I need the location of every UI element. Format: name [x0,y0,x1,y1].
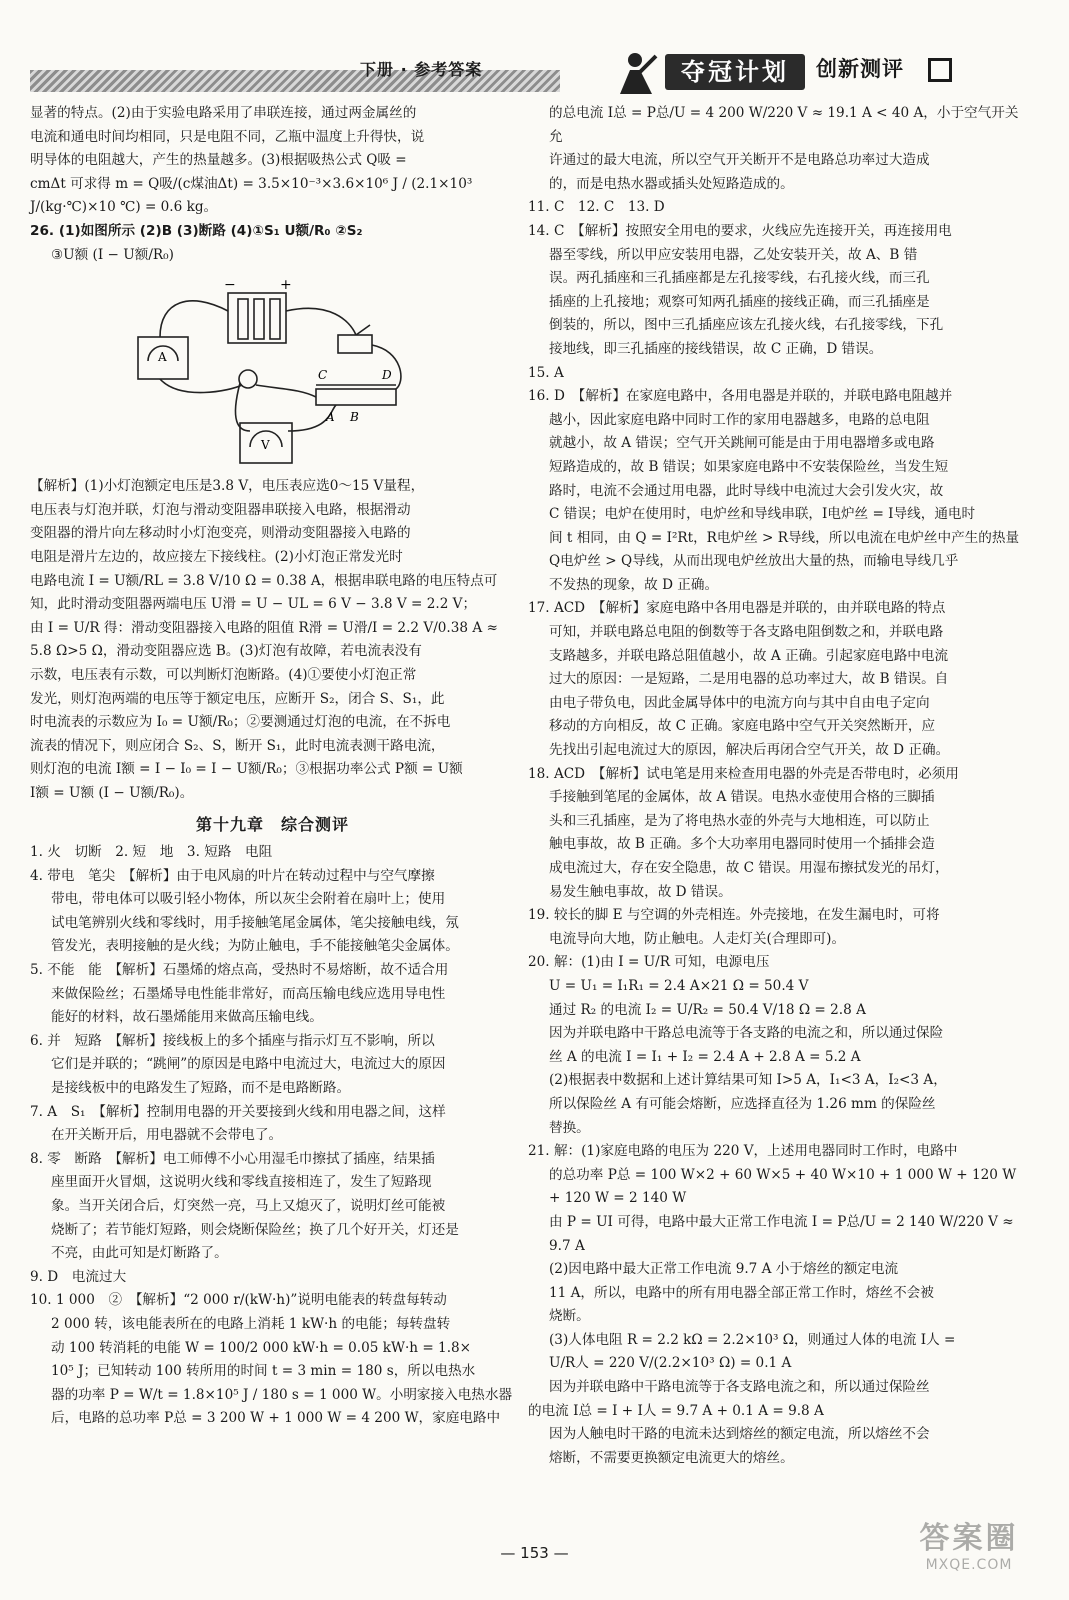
page-number: — 153 — [500,1544,569,1562]
text-line: 就越小，故 A 错误；空气开关跳闸可能是由于用电器增多或电路 [549,435,935,452]
text-line: 由 I = U/R 得：滑动变阻器接入电路的阻值 R滑 = U滑/I = 2.2 V/0.38 A ≈ [30,619,498,636]
text-line: 易发生触电事故，故 D 错误。 [549,883,732,900]
text-line: 器至零线，所以甲应安装用电器，乙处安装开关，故 A、B 错 [549,246,918,263]
text-line: 越小，因此家庭电路中同时工作的家用电器越多，电路的总电阻 [549,411,930,428]
text-line: 是接线板中的电路发生了短路，而不是电路断路。 [51,1080,351,1096]
text-line: 流表的情况下，则应闭合 S₂、S，断开 S₁，此时电流表测干路电流， [30,737,445,754]
text-line: 因为人触电时干路的电流未达到熔丝的额定电流，所以熔丝不会 [549,1426,930,1443]
voltmeter-label: V [261,438,270,453]
text-line: U = U₁ = I₁R₁ = 2.4 A×21 Ω = 50.4 V [549,977,809,994]
text-line: 象。当开关闭合后，灯突然一亮，马上又熄灭了，说明灯丝可能被 [51,1197,446,1214]
text-line: 电路电流 I = U额/RL = 3.8 V/10 Ω = 0.38 A，根据串联电路的电压特点可 [30,572,498,589]
text-line: 的总电流 I总 = P总/U = 4 200 W/220 V ≈ 19.1 A < 40 A，小于空气开关允 [549,105,1019,145]
text-line: 不亮，由此可知是灯断路了。 [51,1245,228,1262]
text-line: 则灯泡的电流 I额 = I − I₀ = I − U额/R₀；③根据功率公式 P额 = U额 [30,761,463,778]
text-line: 因为并联电路中干路总电流等于各支路的电流之和，所以通过保险 [549,1025,944,1042]
text-line: U/R人 = 220 V/(2.2×10³ Ω) = 0.1 A [549,1355,792,1372]
watermark-url: MXQE.COM [925,1557,1013,1573]
text-line: 6. 并 短路 【解析】接线板上的多个插座与指示灯互不影响，所以 [30,1032,435,1049]
text-line: 动 100 转消耗的电能 W = 100/2 000 kW·h = 0.05 kW·h = 1.8× [51,1339,472,1356]
text-line: 15. A [528,364,564,381]
text-line: (2)因电路中最大正常工作电流 9.7 A 小于熔丝的额定电流 [549,1261,899,1278]
text-line: 时电流表的示数应为 I₀ = U额/R₀；②要测通过灯泡的电流，在不拆电 [30,714,451,731]
text-line: 示数，电压表有示数，可以判断灯泡断路。(4)①要使小灯泡正常 [30,666,417,683]
text-line: 9.7 A [549,1237,585,1254]
text-line: 5.8 Ω>5 Ω，滑动变阻器应选 B。(3)灯泡有故障，若电流表没有 [30,643,422,660]
brand-mark-icon [928,58,952,82]
text-line: 丝 A 的电流 I = I₁ + I₂ = 2.4 A + 2.8 A = 5.2 A [549,1048,861,1065]
text-line: 能好的材料，故石墨烯能用来做高压输电线。 [51,1009,323,1026]
text-line: 2 000 转，该电能表所在的电路上消耗 1 kW·h 的电能；每转盘转 [51,1315,451,1332]
text-line: 倒装的，所以，图中三孔插座应该左孔接火线，右孔接零线，下孔 [549,317,944,334]
watermark-logo [889,1522,1049,1580]
text-line: 14. C 【解析】按照安全用电的要求，火线应先连接开关，再连接用电 [528,222,952,239]
text-line: 带电，带电体可以吸引轻小物体，所以灰尘会附着在扇叶上；使用 [51,891,446,908]
brand-logo: 夺冠计划 [665,54,805,90]
text-line: 座里面开火冒烟，这说明火线和零线直接相连了，发生了短路现 [51,1174,432,1191]
text-line: 的，而是电热水器或插头处短路造成的。 [549,175,794,192]
text-line: 电流和通电时间均相同，只是电阻不同，乙瓶中温度上升得快，说 [30,128,425,145]
text-line: 误。两孔插座和三孔插座都是左孔接零线，右孔接火线，而三孔 [549,270,930,287]
battery-pack [228,293,286,343]
text-line: 17. ACD 【解析】家庭电路中各用电器是并联的，由并联电路的特点 [528,600,946,617]
text-line: 显著的特点。(2)由于实验电路采用了串联连接，通过两金属丝的 [30,105,417,121]
ammeter-label: A [158,350,167,365]
label-c: C [318,368,328,383]
text-line: 过大的原因：一是短路，二是用电器的总功率过大，故 B 错误。自 [549,671,949,688]
text-line: 后，电路的总功率 P总 = 3 200 W + 1 000 W = 4 200 W，家庭电路中 [51,1410,501,1427]
text-line: 手接触到笔尾的金属体，故 A 错误。电热水壶使用合格的三脚插 [549,789,935,806]
battery-positive-label: + [280,277,292,294]
text-line: 支路越多，并联电路总阻值越小，故 A 正确。引起家庭电路中电流 [549,647,949,664]
answer-26: 26. (1)如图所示 (2)B (3)断路 (4)①S₁ U额/R₀ ②S₂ [30,222,363,239]
brand-subtitle: 创新测评 [816,57,904,81]
text-line: (2)根据表中数据和上述计算结果可知 I>5 A，I₁<3 A，I₂<3 A， [549,1072,947,1089]
text-line: 7. A S₁ 【解析】控制用电器的开关要接到火线和用电器之间，这样 [30,1103,446,1120]
switch [338,335,372,353]
text-line: 电压表与灯泡并联，灯泡与滑动变阻器串联接入电路，根据滑动 [30,501,411,518]
text-line: 插座的上孔接地；观察可知两孔插座的接线正确，而三孔插座是 [549,293,930,310]
text-line: 10. 1 000 ② 【解析】“2 000 r/(kW·h)”说明电能表的转盘每转动 [30,1292,447,1309]
text-line: 路时，电流不会通过用电器，此时导线中电流过大会引发火灾，故 [549,482,944,499]
text-line: 因为并联电路中干路电流等于各支路电流之和，所以通过保险丝 [549,1379,930,1396]
text-line: 【解析】(1)小灯泡额定电压是3.8 V，电压表应选0～15 V量程， [30,478,425,495]
text-line: 接地线，即三孔插座的接线错误，故 C 正确，D 错误。 [549,340,883,357]
text-line: 变阻器的滑片向左移动时小灯泡变亮，则滑动变阻器接入电路的 [30,525,411,542]
text-line: 发光，则灯泡两端的电压等于额定电压，应断开 S₂，闭合 S、S₁，此 [30,690,445,707]
text-line: 烧断了；若节能灯短路，则会烧断保险丝；换了几个好开关，灯还是 [51,1221,459,1238]
text-line: 烧断。 [549,1308,590,1325]
text-line: 20. 解：(1)由 I = U/R 可知，电源电压 [528,954,770,971]
text-line: 替换。 [549,1119,590,1136]
text-line: 来做保险丝；石墨烯导电性能非常好，而高压输电线应选用导电性 [51,985,446,1002]
text-line: 可知，并联电路总电阻的倒数等于各支路电阻倒数之和，并联电路 [549,624,944,641]
text-line: 18. ACD 【解析】试电笔是用来检查用电器的外壳是否带电时，必须用 [528,765,959,782]
text-line: 移动的方向相反，故 C 正确。家庭电路中空气开关突然断开，应 [549,718,936,735]
text-line: 成电流过大，存在安全隐患，故 C 错误。用湿布擦拭发光的吊灯， [549,860,949,876]
text-line: 试电笔辨别火线和零线时，用手接触笔尾金属体，笔尖接触电线，氖 [51,914,459,931]
section-title: 下册 · 参考答案 [360,60,483,79]
text-line: 熔断，不需要更换额定电流更大的熔丝。 [549,1449,794,1466]
label-d: D [382,368,392,383]
text-line: 器的功率 P = W/t = 1.8×10⁵ J / 180 s = 1 000 W。小明家接入电热水器 [51,1386,513,1403]
text-line: 明导体的电阻越大，产生的热量越多。(3)根据吸热公式 Q吸 = [30,152,407,169]
text-line: 21. 解：(1)家庭电路的电压为 220 V，上述用电器同时工作时，电路中 [528,1143,958,1160]
chapter-title: 第十九章 综合测评 [195,815,349,835]
text-line: 触电事故，故 B 正确。多个大功率用电器同时使用一个插排会造 [549,836,935,853]
text-line: 许通过的最大电流，所以空气开关断开不是电路总功率过大造成 [549,152,930,169]
right-column [528,102,1026,1470]
text-line: 电阻是滑片左边的，故应接左下接线柱。(2)小灯泡正常发光时 [30,548,403,565]
text-line: 16. D 【解析】在家庭电路中，各用电器是并联的，并联电路电阻越并 [528,388,953,405]
text-line: 8. 零 断路 【解析】电工师傅不小心用湿毛巾擦拭了插座，结果插 [30,1150,435,1167]
label-b: B [350,410,359,425]
text-line: 4. 带电 笔尖 【解析】由于电风扇的叶片在转动过程中与空气摩擦 [30,867,435,884]
text-line: 间 t 相同，由 Q = I²Rt，R电炉丝 > R导线，所以电流在电炉丝中产生的热量 [549,529,1020,546]
text-line: 头和三孔插座，是为了将电热水壶的外壳与大地相连，可以防止 [549,812,930,829]
rheostat [316,389,396,405]
left-column [30,102,515,1431]
text-line: 5. 不能 能 【解析】石墨烯的熔点高，受热时不易熔断，故不适合用 [30,962,449,979]
text-line: Q电炉丝 > Q导线，从而出现电炉丝放出大量的热，而输电导线几乎 [549,553,959,570]
text-line: 电流导向大地，防止触电。人走灯关(合理即可)。 [549,930,846,947]
text-line: 由电子带负电，因此金属导体中的电流方向与其中自由电子定向 [549,694,930,711]
circuit-diagram [120,271,420,469]
text-line: 19. 较长的脚 E 与空调的外壳相连。外壳接地，在发生漏电时，可将 [528,907,940,924]
text-line: ③U额 (I − U额/R₀) [51,246,174,263]
text-line: C 错误；电炉在使用时，电炉丝和导线串联，I电炉丝 = I导线，通电时 [549,506,976,523]
text-line: 11 A，所以，电路中的所有用电器全部正常工作时，熔丝不会被 [549,1284,934,1301]
text-line: + 120 W = 2 140 W [549,1190,687,1207]
text-line: 先找出引起电流过大的原因，解决后再闭合空气开关，故 D 正确。 [549,742,950,759]
text-line: 的总功率 P总 = 100 W×2 + 60 W×5 + 40 W×10 + 1 000 W + 120 W [549,1166,1017,1183]
text-line: 的电流 I总 = I + I人 = 9.7 A + 0.1 A = 9.8 A [528,1402,824,1419]
battery-negative-label: − [224,277,236,294]
text-line: I额 = U额 (I − U额/R₀)。 [30,784,194,801]
text-line: 11. C 12. C 13. D [528,199,665,216]
watermark-title: 答案圈 [919,1521,1019,1556]
text-line: 它们是并联的；“跳闸”的原因是电路中电流过大，电流过大的原因 [51,1056,446,1073]
text-line: 由 P = UI 可得，电路中最大正常工作电流 I = P总/U = 2 140 W/220 V ≈ [549,1213,1014,1230]
text-line: cmΔt 可求得 m = Q吸/(c煤油Δt) = 3.5×10⁻³×3.6×10⁶ J / (2.1×10³ J/(kg·℃)×10 ℃) = 0.6 kg。 [30,175,473,216]
text-line: 9. D 电流过大 [30,1268,127,1285]
text-line: 所以保险丝 A 有可能会熔断，应选择直径为 1.26 mm 的保险丝 [549,1095,936,1112]
text-line: 在开关断开后，用电器就不会带电了。 [51,1127,283,1144]
text-line: 短路造成的，故 B 错误；如果家庭电路中不安装保险丝，当发生短 [549,458,949,475]
brand-mascot-icon [610,48,660,98]
text-line: 管发光，表明接触的是火线；为防止触电，手不能接触笔尖金属体。 [51,938,459,955]
text-line: 10⁵ J；已知转动 100 转所用的时间 t = 3 min = 180 s，所以电热水 [51,1363,476,1380]
text-line: 知，此时滑动变阻器两端电压 U滑 = U − UL = 6 V − 3.8 V = 2.2 V； [30,596,477,613]
text-line: 1. 火 切断 2. 短 地 3. 短路 电阻 [30,844,273,861]
text-line: 通过 R₂ 的电流 I₂ = U/R₂ = 50.4 V/18 Ω = 2.8 A [549,1001,866,1018]
label-a: A [326,410,335,425]
text-line: 不发热的现象，故 D 正确。 [549,576,719,593]
text-line: (3)人体电阻 R = 2.2 kΩ = 2.2×10³ Ω，则通过人体的电流 I人 = [549,1331,956,1348]
